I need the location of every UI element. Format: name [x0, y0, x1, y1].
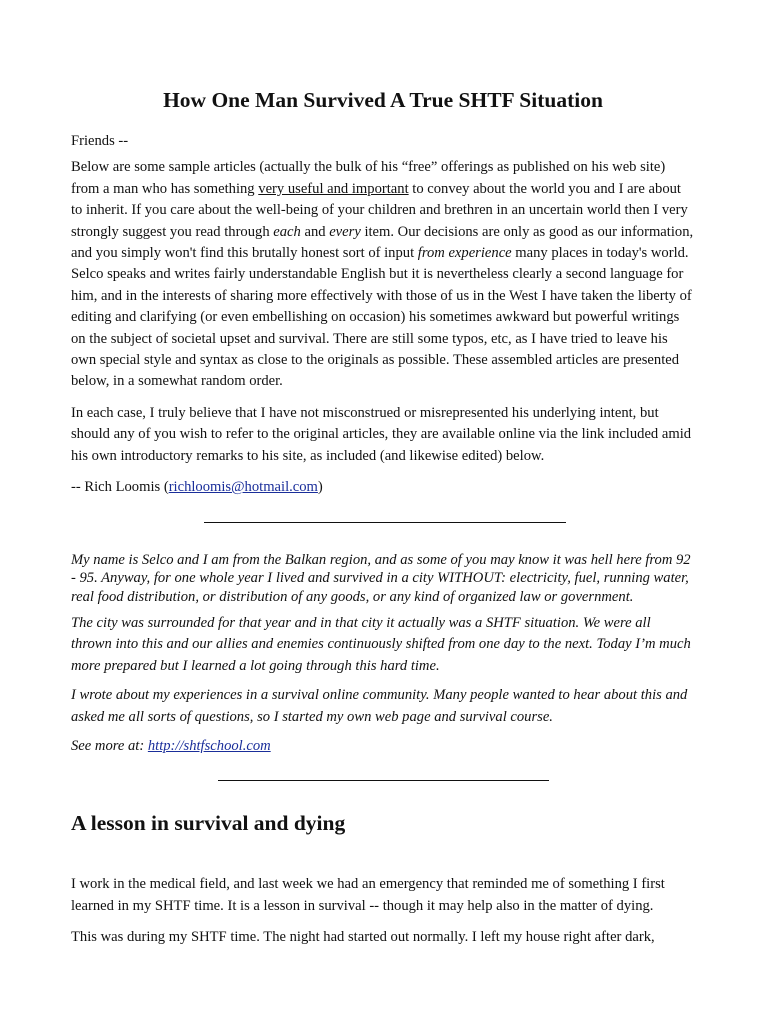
- document-content: [71, 86, 695, 949]
- author-intro-block: [71, 551, 695, 758]
- section-heading: A lesson in survival and dying: [71, 811, 346, 836]
- signature-suffix: ): [317, 479, 323, 496]
- intro-emphasis-every: every: [329, 223, 361, 240]
- signature-line: [71, 477, 695, 498]
- website-link[interactable]: http://shtfschool.com: [147, 738, 271, 755]
- intro-text-c: item. Our decisions are only as good as our information, and you simply won't find this brutally honest sort of input: [71, 223, 694, 262]
- greeting: Friends --: [71, 133, 129, 149]
- section-paragraph-1: I work in the medical field, and last week we had an emergency that reminded me of something I first learned in my SHTF time. It is a lesson in survival -- though it may help also in the matter of dying.: [71, 876, 665, 914]
- intro-emphasis-experience: from experience: [417, 245, 512, 262]
- page-title: How One Man Survived A True SHTF Situation: [163, 88, 603, 112]
- section-paragraph-2: This was during my SHTF time. The night had started out normally. I left my house right after dark,: [71, 929, 655, 946]
- intro-text-a: Below are some sample articles (actually the bulk of his “free” offerings as published on his web site) from a man who has something: [71, 159, 666, 197]
- author-intro-paragraph-2: The city was surrounded for that year and in that city it actually was a SHTF situation. We were all thrown into this and our allies and enemies continuously shifted from one day to the next. Today I’m much more prepared but I learned a lot going through this hard time.: [71, 615, 691, 674]
- author-intro-paragraph-3: I wrote about my experiences in a survival online community. Many people wanted to hear about this and asked me all sorts of questions, so I started my own web page and survival course.: [71, 687, 688, 725]
- horizontal-divider: [218, 780, 549, 781]
- intro-text-b: to convey about the world you and I are about to inherit. If you care about the well-being of your children and brethren in an uncertain world then I very strongly suggest you read through: [71, 180, 688, 240]
- intro-paragraph-2: In each case, I truly believe that I have not misconstrued or misrepresented his underlying intent, but should any of you wish to refer to the original articles, they are available online via the link included amid his own introductory remarks to his site, as included (and likewise edited) below.: [71, 404, 692, 464]
- see-more-line: [71, 736, 695, 757]
- intro-paragraph-1: [71, 157, 695, 392]
- intro-emphasis-each: each: [273, 223, 301, 240]
- see-more-label: See more at:: [71, 738, 148, 755]
- intro-text-and: and: [300, 223, 330, 240]
- signature-name: -- Rich Loomis (: [71, 479, 169, 496]
- horizontal-divider: [204, 522, 566, 523]
- intro-underlined-phrase: very useful and important: [258, 180, 409, 197]
- author-intro-paragraph-1: My name is Selco and I am from the Balkan region, and as some of you may know it was hell here from 92 - 95. Anyway, for one whole year I lived and survived in a city WITHOUT: electricity, fuel, running water, real food distribution, or distribution of any goods, or any kind of organized law or government.: [71, 551, 691, 605]
- intro-text-d: many places in today's world. Selco speaks and writes fairly understandable English but it is nevertheless clearly a second language for him, and in the interests of sharing more effectively with those of us in the West I have taken the liberty of editing and clarifying (or even embellishing on occasion) his sometimes awkward but powerful writings on the subject of societal upset and survival. There are still some typos, etc, as I have tried to leave his own special style and syntax as close to the originals as possible. These assembled articles are presented below, in a somewhat random order.: [71, 245, 692, 390]
- email-link[interactable]: richloomis@hotmail.com: [168, 479, 318, 496]
